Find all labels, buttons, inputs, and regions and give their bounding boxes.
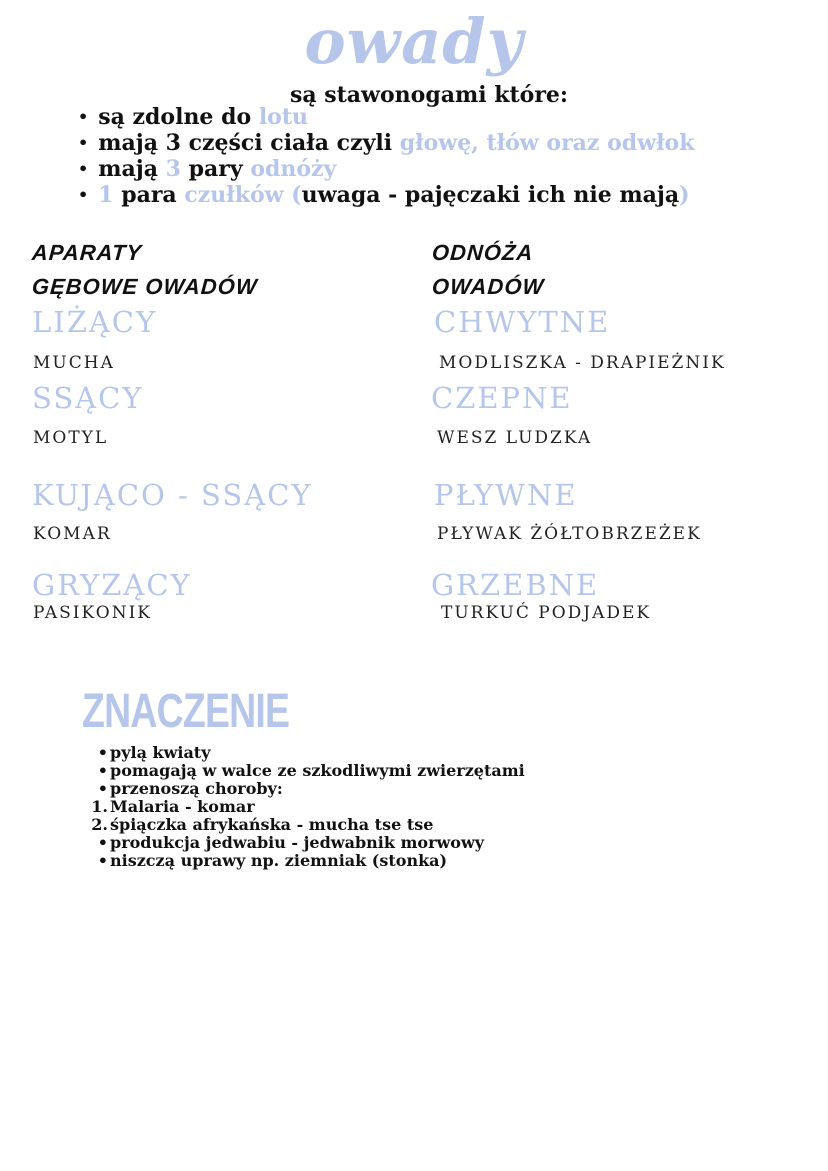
- mouthpart-example: KOMAR: [33, 524, 112, 544]
- left-column-heading-line2: GĘBOWE OWADÓW: [31, 274, 259, 299]
- list-item: 1. Malaria - komar: [91, 797, 255, 816]
- list-item: • niszczą uprawy np. ziemniak (stonka): [97, 851, 448, 870]
- mouthpart-example: MUCHA: [33, 353, 115, 373]
- feature-item: • mają 3 pary odnóży: [78, 156, 694, 182]
- leg-example: PŁYWAK ŻÓŁTOBRZEŻEK: [437, 524, 702, 544]
- feature-item: • 1 para czułków (uwaga - pajęczaki ich nie mają): [78, 182, 694, 208]
- mouthpart-category: SSĄCY: [32, 381, 144, 415]
- significance-heading: ZNACZENIE: [82, 685, 290, 738]
- leg-category: CHWYTNE: [434, 305, 611, 339]
- leg-category: CZEPNE: [431, 381, 573, 415]
- list-item: • pylą kwiaty: [97, 743, 211, 762]
- page-title: owady: [304, 5, 524, 78]
- left-column-heading-line1: APARATY: [31, 240, 143, 265]
- list-item: • pomagają w walce ze szkodliwymi zwierzętami: [97, 761, 525, 780]
- leg-category: PŁYWNE: [434, 478, 578, 512]
- feature-item: • są zdolne do lotu: [78, 104, 694, 130]
- mouthpart-example: PASIKONIK: [33, 603, 152, 623]
- feature-item: • mają 3 części ciała czyli głowę, tłów oraz odwłok: [78, 130, 694, 156]
- right-column-heading-line2: OWADÓW: [431, 274, 546, 299]
- leg-example: WESZ LUDZKA: [437, 428, 593, 448]
- mouthpart-category: KUJĄCO - SSĄCY: [32, 478, 313, 512]
- list-item: 2. śpiączka afrykańska - mucha tse tse: [91, 815, 434, 834]
- leg-example: TURKUĆ PODJADEK: [441, 603, 652, 623]
- right-column-heading-line1: ODNÓŻA: [431, 240, 535, 265]
- significance-list: [90, 744, 525, 870]
- mouthpart-category: LIŻĄCY: [32, 305, 158, 339]
- leg-example: MODLISZKA - DRAPIEŻNIK: [439, 353, 726, 373]
- subtitle: są stawonogami które:: [289, 82, 569, 108]
- list-item: • produkcja jedwabiu - jedwabnik morwowy: [97, 833, 485, 852]
- features-list: [78, 104, 694, 208]
- list-item: • przenoszą choroby:: [97, 779, 283, 798]
- mouthpart-category: GRYZĄCY: [32, 568, 192, 602]
- leg-category: GRZEBNE: [431, 568, 600, 602]
- mouthpart-example: MOTYL: [33, 428, 109, 448]
